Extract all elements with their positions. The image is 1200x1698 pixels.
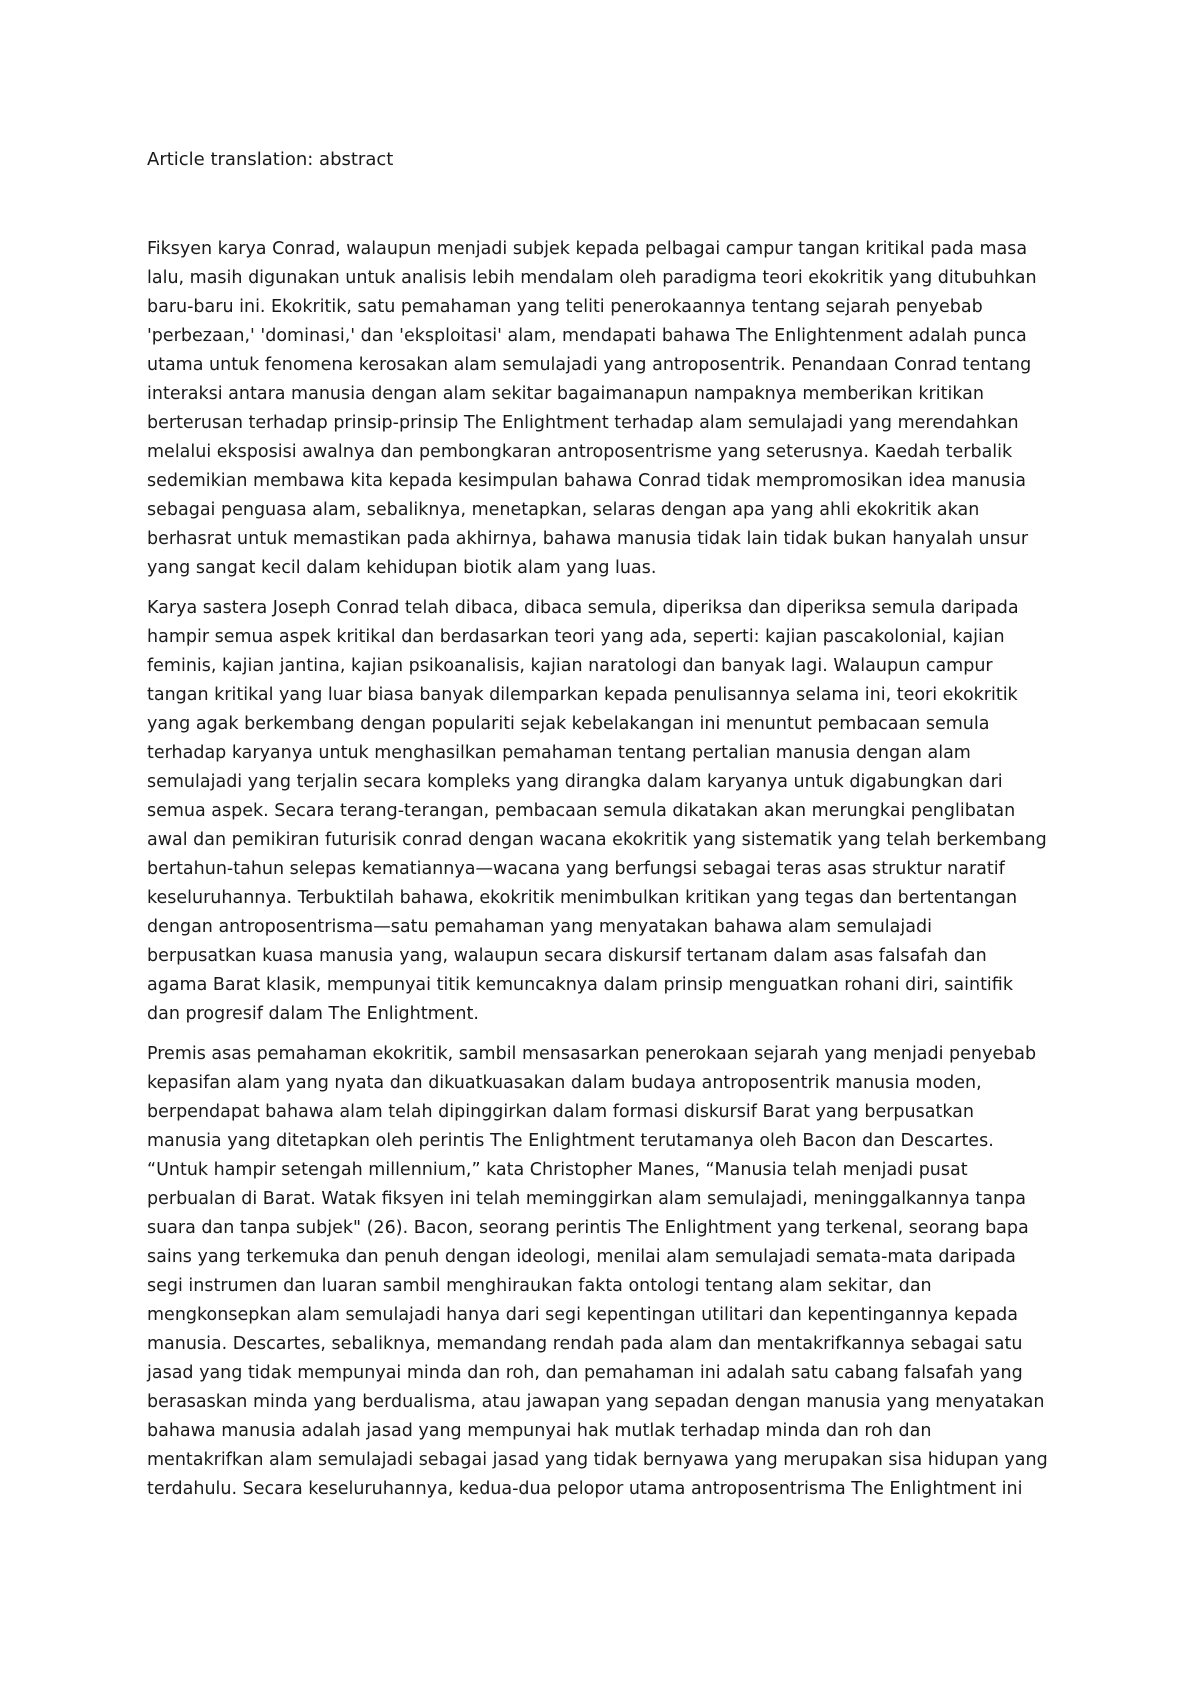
text-line: segi instrumen dan luaran sambil menghiraukan fakta ontologi tentang alam sekitar, dan xyxy=(147,1276,932,1296)
text-line: hampir semua aspek kritikal dan berdasarkan teori yang ada, seperti: kajian pascakolonial, kajian xyxy=(147,627,1005,647)
text-line: Fiksyen karya Conrad, walaupun menjadi subjek kepada pelbagai campur tangan kritikal pada masa xyxy=(147,239,1028,259)
text-line: terdahulu. Secara keseluruhannya, kedua-dua pelopor utama antroposentrisma The Enlightment ini xyxy=(147,1479,1023,1499)
text-line: perbualan di Barat. Watak fiksyen ini telah meminggirkan alam semulajadi, meninggalkannya tanpa xyxy=(147,1189,1026,1209)
text-line: awal dan pemikiran futurisik conrad dengan wacana ekokritik yang sistematik yang telah berkembang xyxy=(147,830,1047,850)
document-body xyxy=(147,235,1067,1515)
text-line: manusia. Descartes, sebaliknya, memandang rendah pada alam dan mentakrifkannya sebagai satu xyxy=(147,1334,1023,1354)
text-line: mengkonsepkan alam semulajadi hanya dari segi kepentingan utilitari dan kepentingannya kepada xyxy=(147,1305,1019,1325)
text-line: tangan kritikal yang luar biasa banyak dilemparkan kepada penulisannya selama ini, teori ekokritik xyxy=(147,685,1018,705)
text-line: berhasrat untuk memastikan pada akhirnya, bahawa manusia tidak lain tidak bukan hanyalah unsur xyxy=(147,529,1029,549)
text-line: baru-baru ini. Ekokritik, satu pemahaman yang teliti penerokaannya tentang sejarah penyebab xyxy=(147,297,983,317)
text-line: terhadap karyanya untuk menghasilkan pemahaman tentang pertalian manusia dengan alam xyxy=(147,743,971,763)
text-line: utama untuk fenomena kerosakan alam semulajadi yang antroposentrik. Penandaan Conrad tentang xyxy=(147,355,1032,375)
text-line: Premis asas pemahaman ekokritik, sambil mensasarkan penerokaan sejarah yang menjadi penyebab xyxy=(147,1044,1037,1064)
text-line: 'perbezaan,' 'dominasi,' dan 'eksploitasi' alam, mendapati bahawa The Enlightenment adalah punca xyxy=(147,326,1027,346)
text-line: semua aspek. Secara terang-terangan, pembacaan semula dikatakan akan merungkai penglibatan xyxy=(147,801,1016,821)
paragraph-2 xyxy=(147,594,1067,1029)
text-line: feminis, kajian jantina, kajian psikoanalisis, kajian naratologi dan banyak lagi. Walaupun campur xyxy=(147,656,993,676)
text-line: berpusatkan kuasa manusia yang, walaupun secara diskursif tertanam dalam asas falsafah dan xyxy=(147,946,987,966)
text-line: lalu, masih digunakan untuk analisis lebih mendalam oleh paradigma teori ekokritik yang ditubuhkan xyxy=(147,268,1037,288)
text-line: mentakrifkan alam semulajadi sebagai jasad yang tidak bernyawa yang merupakan sisa hidupan yang xyxy=(147,1450,1048,1470)
text-line: sedemikian membawa kita kepada kesimpulan bahawa Conrad tidak mempromosikan idea manusia xyxy=(147,471,1026,491)
paragraph-3 xyxy=(147,1040,1067,1504)
text-line: bertahun-tahun selepas kematiannya—wacana yang berfungsi sebagai teras asas struktur naratif xyxy=(147,859,1005,879)
text-line: melalui eksposisi awalnya dan pembongkaran antroposentrisme yang seterusnya. Kaedah terbalik xyxy=(147,442,1013,462)
text-line: berpendapat bahawa alam telah dipinggirkan dalam formasi diskursif Barat yang berpusatkan xyxy=(147,1102,974,1122)
text-line: berasaskan minda yang berdualisma, atau jawapan yang sepadan dengan manusia yang menyatakan xyxy=(147,1392,1045,1412)
text-line: berterusan terhadap prinsip-prinsip The Enlightment terhadap alam semulajadi yang merendahkan xyxy=(147,413,1019,433)
text-line: agama Barat klasik, mempunyai titik kemuncaknya dalam prinsip menguatkan rohani diri, saintifik xyxy=(147,975,1013,995)
text-line: Karya sastera Joseph Conrad telah dibaca, dibaca semula, diperiksa dan diperiksa semula daripada xyxy=(147,598,1019,618)
text-line: yang agak berkembang dengan populariti sejak kebelakangan ini menuntut pembacaan semula xyxy=(147,714,990,734)
text-line: suara dan tanpa subjek" (26). Bacon, seorang perintis The Enlightment yang terkenal, seorang bapa xyxy=(147,1218,1029,1238)
text-line: interaksi antara manusia dengan alam sekitar bagaimanapun nampaknya memberikan kritikan xyxy=(147,384,984,404)
text-line: sebagai penguasa alam, sebaliknya, menetapkan, selaras dengan apa yang ahli ekokritik akan xyxy=(147,500,980,520)
text-line: yang sangat kecil dalam kehidupan biotik alam yang luas. xyxy=(147,558,657,578)
document-title: Article translation: abstract xyxy=(147,149,394,170)
text-line: dengan antroposentrisma—satu pemahaman yang menyatakan bahawa alam semulajadi xyxy=(147,917,932,937)
text-line: kepasifan alam yang nyata dan dikuatkuasakan dalam budaya antroposentrik manusia moden, xyxy=(147,1073,982,1093)
text-line: “Untuk hampir setengah millennium,” kata Christopher Manes, “Manusia telah menjadi pusat xyxy=(147,1160,968,1180)
text-line: dan progresif dalam The Enlightment. xyxy=(147,1004,479,1024)
paragraph-1 xyxy=(147,235,1067,583)
text-line: jasad yang tidak mempunyai minda dan roh, dan pemahaman ini adalah satu cabang falsafah yang xyxy=(147,1363,1023,1383)
text-line: manusia yang ditetapkan oleh perintis The Enlightment terutamanya oleh Bacon dan Descartes. xyxy=(147,1131,994,1151)
text-line: bahawa manusia adalah jasad yang mempunyai hak mutlak terhadap minda dan roh dan xyxy=(147,1421,932,1441)
text-line: sains yang terkemuka dan penuh dengan ideologi, menilai alam semulajadi semata-mata daripada xyxy=(147,1247,1016,1267)
text-line: keseluruhannya. Terbuktilah bahawa, ekokritik menimbulkan kritikan yang tegas dan bertentangan xyxy=(147,888,1018,908)
text-line: semulajadi yang terjalin secara kompleks yang dirangka dalam karyanya untuk digabungkan dari xyxy=(147,772,1003,792)
